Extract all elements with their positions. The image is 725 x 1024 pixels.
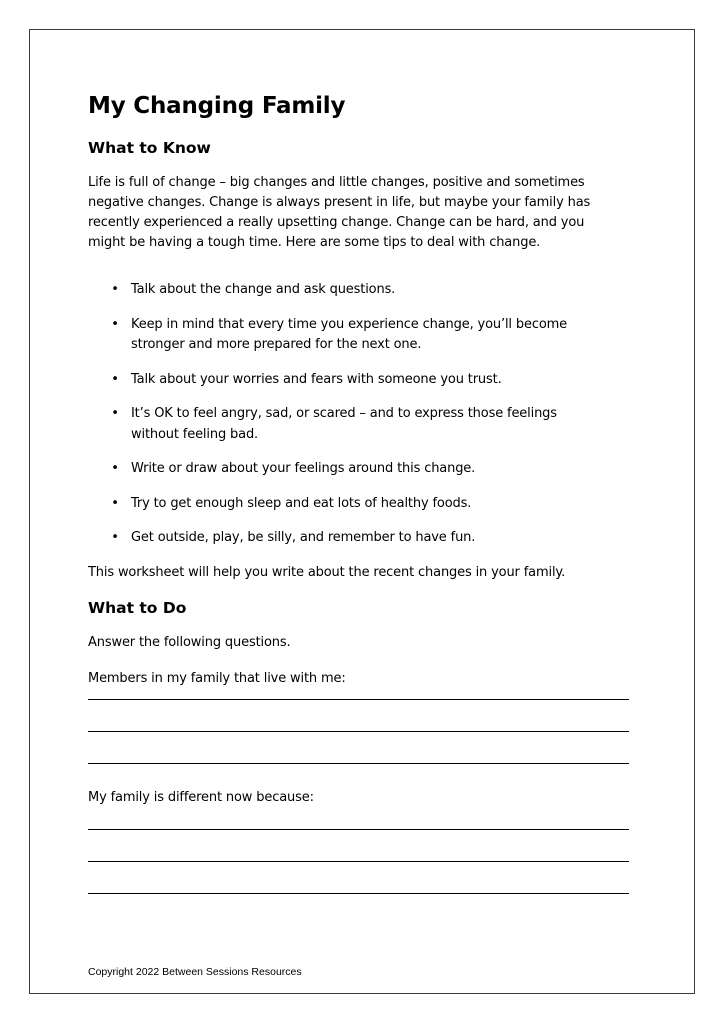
- answer-line[interactable]: [88, 731, 629, 732]
- bullet-icon: •: [111, 371, 119, 387]
- tip-item: [88, 280, 633, 301]
- answer-line[interactable]: [88, 893, 629, 894]
- answer-line[interactable]: [88, 861, 629, 862]
- worksheet-content: [88, 88, 633, 894]
- question-block: [88, 669, 633, 764]
- copyright-footer: Copyright 2022 Between Sessions Resources: [88, 966, 302, 978]
- tip-item: [88, 370, 633, 391]
- intro-line: negative changes. Change is always present in life, but maybe your family has: [88, 195, 591, 210]
- tip-item: [88, 315, 633, 356]
- bullet-icon: •: [111, 406, 119, 421]
- tip-item: [88, 494, 633, 515]
- question-prompt: Members in my family that live with me:: [88, 670, 346, 686]
- question-prompt: My family is different now because:: [88, 789, 314, 805]
- intro-line: recently experienced a really upsetting change. Change can be hard, and you: [88, 215, 585, 230]
- intro-line: Life is full of change – big changes and little changes, positive and sometimes: [88, 175, 585, 190]
- tip-text: Keep in mind that every time you experience change, you’ll become: [131, 316, 567, 332]
- tip-item: [88, 459, 633, 480]
- bullet-icon: •: [111, 282, 119, 297]
- tip-text: Talk about the change and ask questions.: [131, 282, 396, 297]
- bullet-icon: •: [111, 530, 119, 545]
- answer-line[interactable]: [88, 763, 629, 764]
- tip-text: Get outside, play, be silly, and remember to have fun.: [131, 530, 476, 545]
- answer-line[interactable]: [88, 699, 629, 700]
- what-to-know-heading: What to Know: [88, 139, 211, 157]
- tip-text: without feeling bad.: [131, 426, 259, 442]
- bullet-icon: •: [111, 316, 119, 332]
- bullet-icon: •: [111, 495, 119, 511]
- tip-text: Try to get enough sleep and eat lots of healthy foods.: [131, 495, 472, 511]
- closing-text: This worksheet will help you write about the recent changes in your family.: [88, 564, 566, 580]
- tip-text: Write or draw about your feelings around this change.: [131, 461, 476, 476]
- tip-text: stronger and more prepared for the next one.: [131, 337, 422, 352]
- worksheet-title: My Changing Family: [88, 93, 346, 119]
- tips-list: [88, 280, 633, 549]
- intro-paragraph: [88, 173, 633, 253]
- tip-item: [88, 404, 633, 445]
- tip-text: It’s OK to feel angry, sad, or scared – and to express those feelings: [131, 406, 557, 421]
- question-block: [88, 788, 633, 894]
- answer-line[interactable]: [88, 829, 629, 830]
- what-to-do-heading: What to Do: [88, 598, 187, 617]
- instructions-text: Answer the following questions.: [88, 634, 291, 650]
- bullet-icon: •: [111, 461, 119, 476]
- tip-text: Talk about your worries and fears with someone you trust.: [131, 371, 502, 387]
- intro-line: might be having a tough time. Here are some tips to deal with change.: [88, 235, 541, 250]
- tip-item: [88, 528, 633, 549]
